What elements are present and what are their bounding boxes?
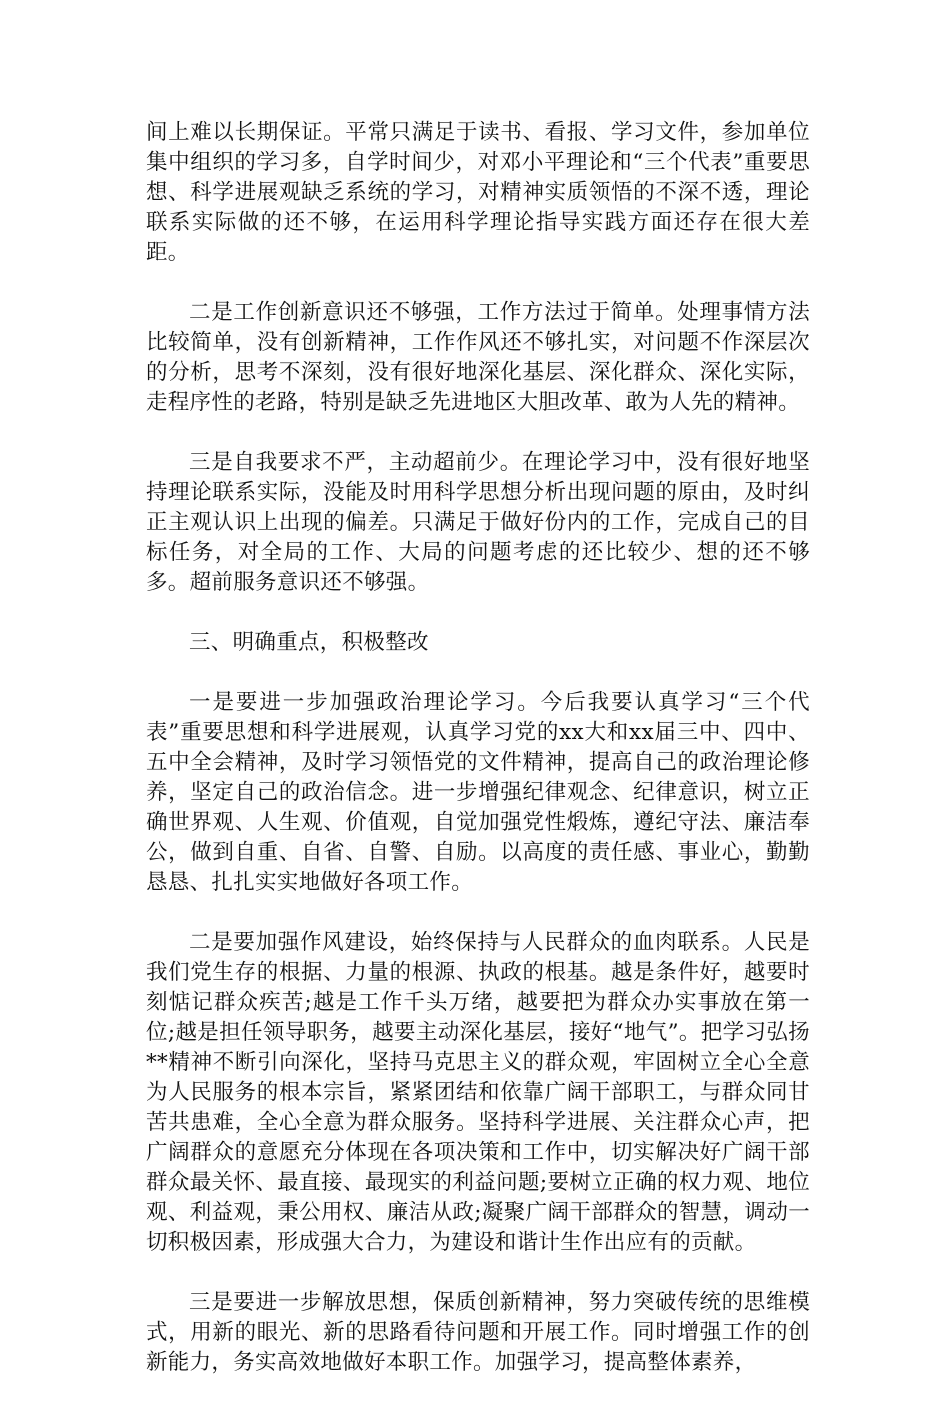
paragraph-6: 三是要进一步解放思想，保质创新精神，努力突破传统的思维模式，用新的眼光、新的思路看待问题和开展工作。同时增强工作的创新能力，务实高效地做好本职工作。加强学习，提高整体素养， — [146, 1290, 810, 1375]
section-heading: 三、明确重点，积极整改 — [189, 630, 429, 655]
paragraph-4: 一是要进一步加强政治理论学习。今后我要认真学习“三个代表”重要思想和科学进展观，认真学习党的xx大和xx届三中、四中、五中全会精神，及时学习领悟党的文件精神，提高自己的政治理论修养，坚定自己的政治信念。进一步增强纪律观念、纪律意识，树立正确世界观、人生观、价值观，自觉加强党性煅炼，遵纪守法、廉洁奉公，做到自重、自省、自警、自励。以高度的责任感、事业心，勤勤恳恳、扎扎实实地做好各项工作。 — [146, 690, 810, 895]
paragraph-5: 二是要加强作风建设，始终保持与人民群众的血肉联系。人民是我们党生存的根据、力量的根源、执政的根基。越是条件好，越要时刻惦记群众疾苦;越是工作千头万绪，越要把为群众办实事放在第一位;越是担任领导职务，越要主动深化基层，接好“地气”。把学习弘扬**精神不断引向深化，坚持马克思主义的群众观，牢固树立全心全意为人民服务的根本宗旨，紧紧团结和依靠广阔干部职工，与群众同甘苦共患难，全心全意为群众服务。坚持科学进展、关注群众心声，把广阔群众的意愿充分体现在各项决策和工作中，切实解决好广阔干部群众最关怀、最直接、最现实的利益问题;要树立正确的权力观、地位观、利益观，秉公用权、廉洁从政;凝聚广阔干部群众的智慧，调动一切积极因素，形成强大合力，为建设和谐计生作出应有的贡献。 — [146, 930, 810, 1255]
paragraph-1: 间上难以长期保证。平常只满足于读书、看报、学习文件，参加单位集中组织的学习多，自学时间少，对邓小平理论和“三个代表”重要思想、科学进展观缺乏系统的学习，对精神实质领悟的不深不透，理论联系实际做的还不够，在运用科学理论指导实践方面还存在很大差距。 — [146, 120, 810, 265]
paragraph-2: 二是工作创新意识还不够强，工作方法过于简单。处理事情方法比较简单，没有创新精神，工作作风还不够扎实，对问题不作深层次的分析，思考不深刻，没有很好地深化基层、深化群众、深化实际，走程序性的老路，特别是缺乏先进地区大胆改革、敢为人先的精神。 — [146, 300, 810, 415]
paragraph-3: 三是自我要求不严，主动超前少。在理论学习中，没有很好地坚持理论联系实际，没能及时用科学思想分析出现问题的原由，及时纠正主观认识上出现的偏差。只满足于做好份内的工作，完成自己的目标任务，对全局的工作、大局的问题考虑的还比较少、想的还不够多。超前服务意识还不够强。 — [146, 450, 810, 595]
document-body — [146, 118, 810, 1408]
